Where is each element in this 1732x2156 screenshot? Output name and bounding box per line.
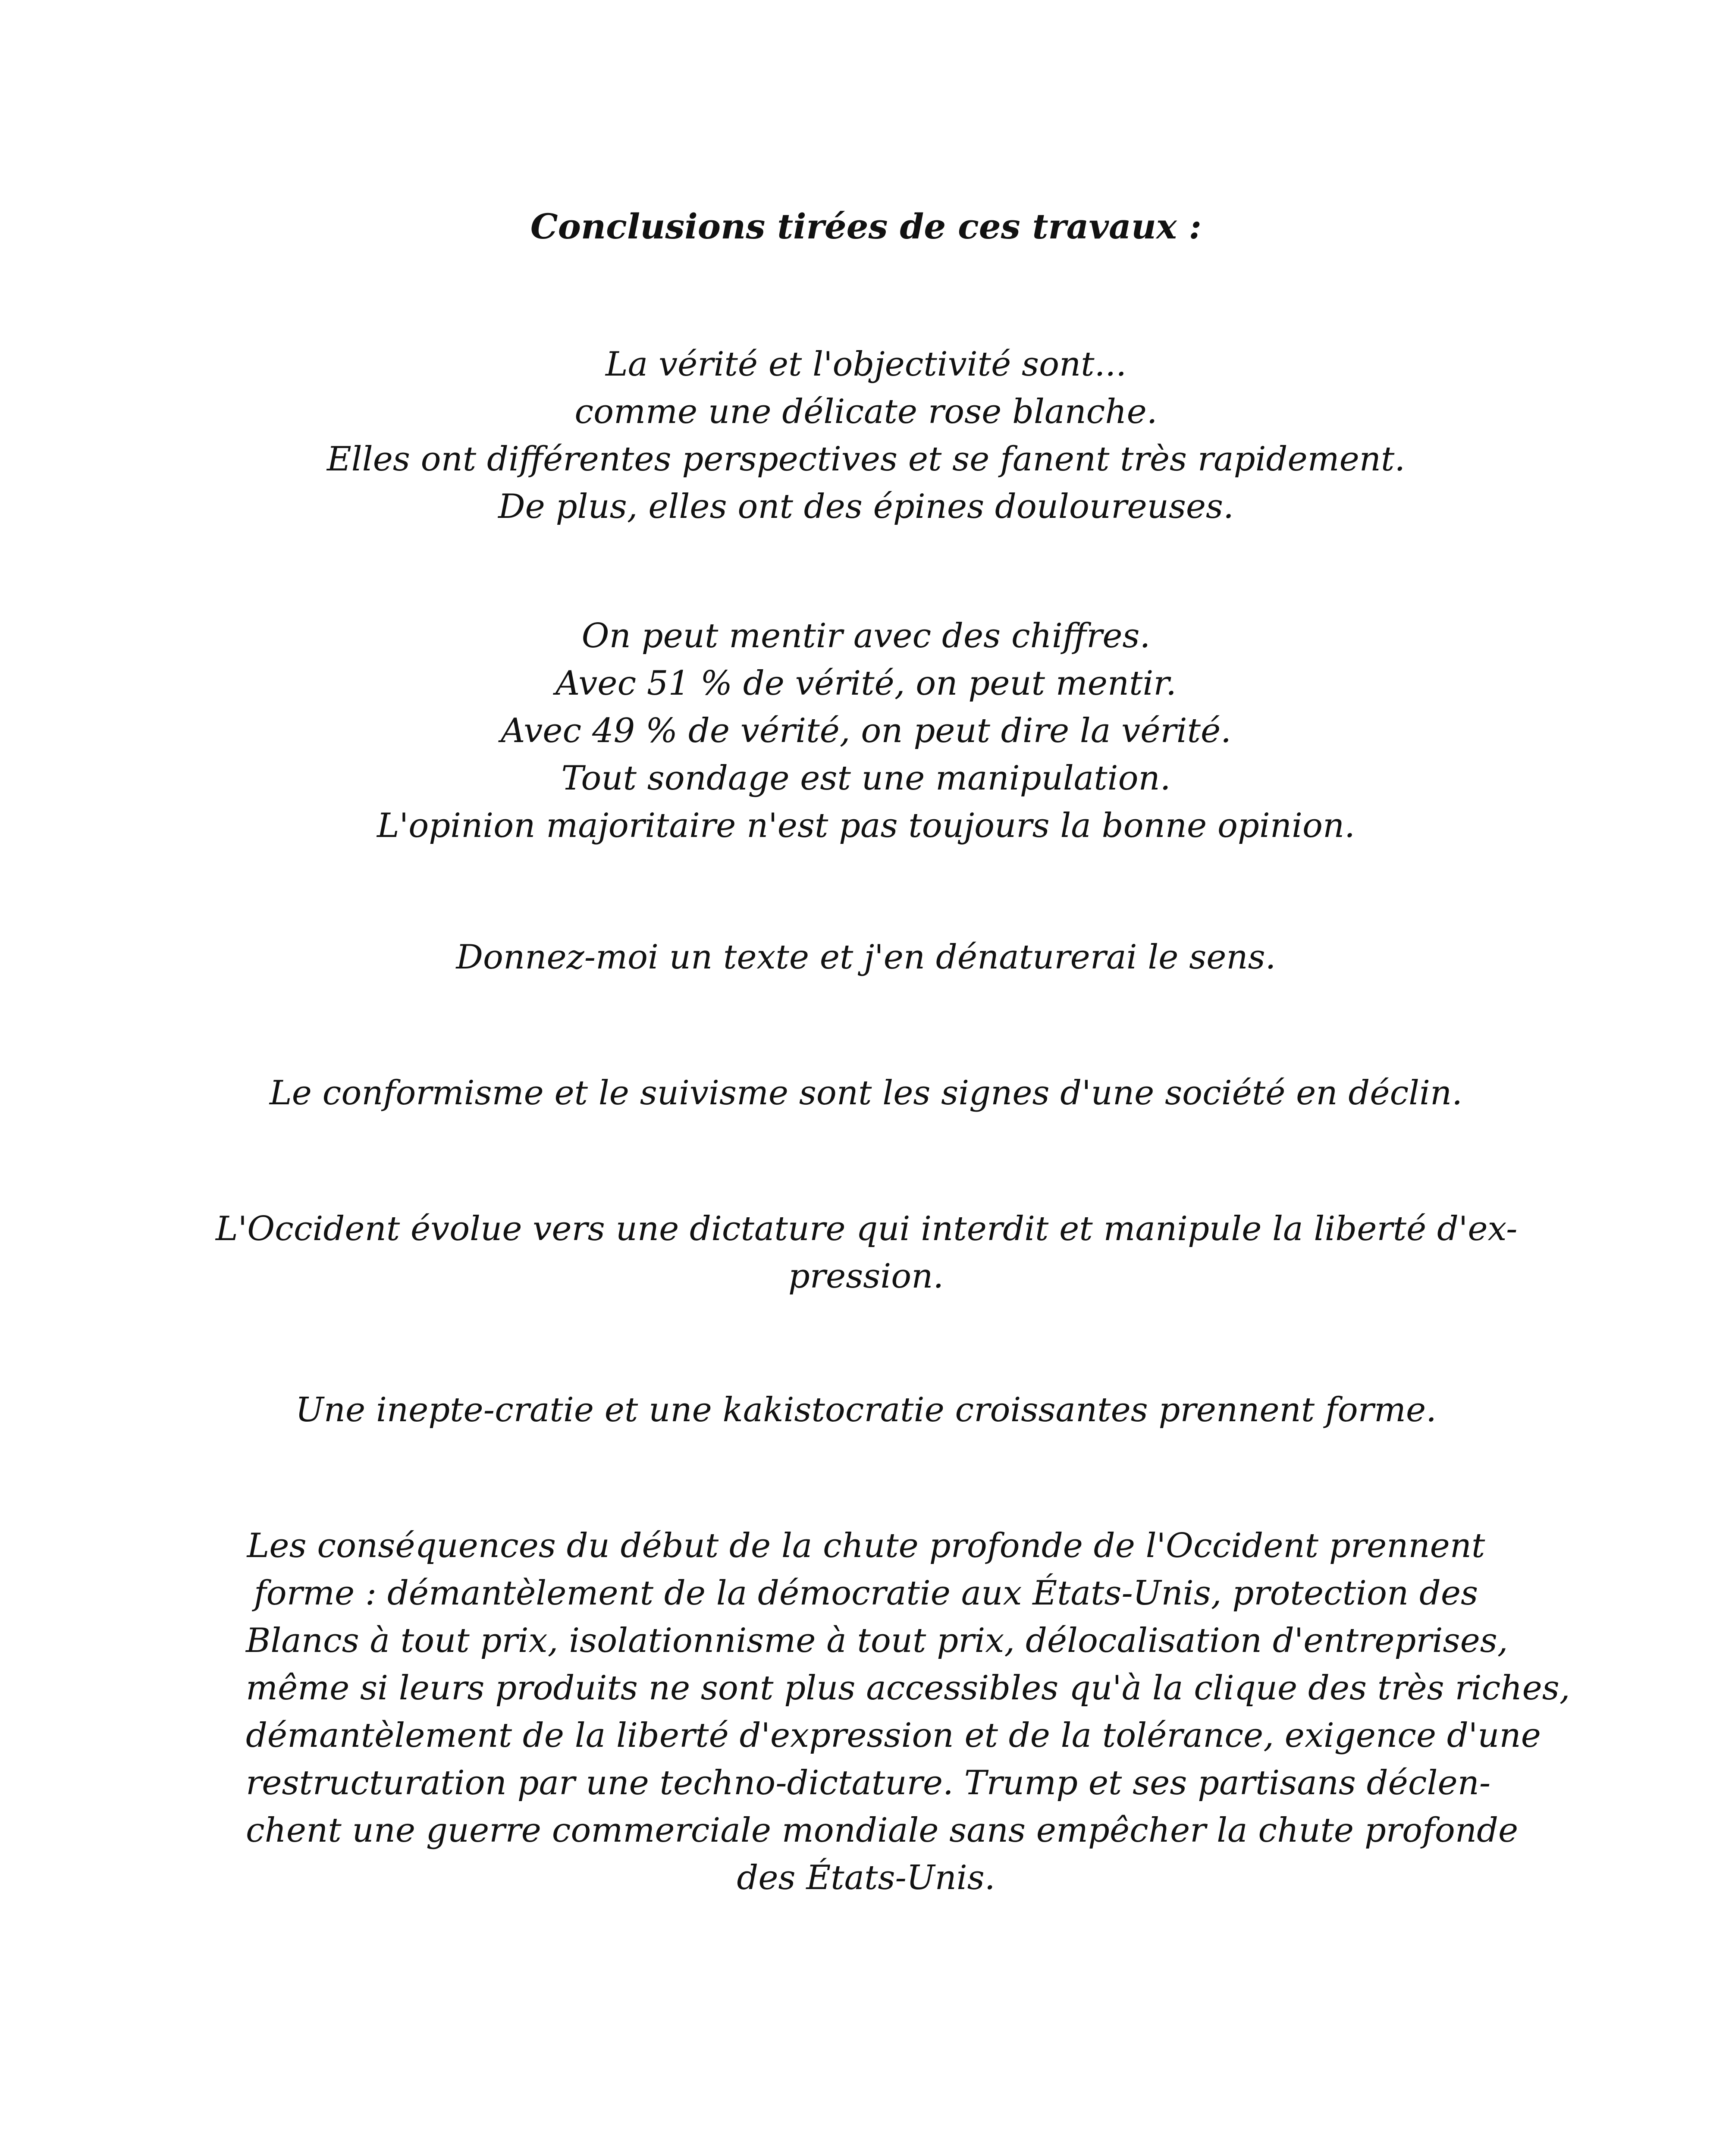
stanza-rose [216,341,1516,530]
sentence-kakistocratie [216,1386,1516,1434]
sentence-line: L'Occident évolue vers une dictature qui interdit et manipule la liberté d'ex- [216,1210,1518,1248]
stanza-line: comme une délicate rose blanche. [574,392,1158,431]
paragraph-line: forme : démantèlement de la démocratie aux États-Unis, protection des [254,1574,1478,1613]
paragraph-line: des États-Unis. [737,1858,995,1897]
stanza-line: L'opinion majoritaire n'est pas toujours la bonne opinion. [377,806,1355,845]
stanza-line: On peut mentir avec des chiffres. [581,617,1151,655]
paragraph-consequences [246,1522,1570,1902]
sentence-conformisme [216,1069,1516,1117]
stanza-line: Elles ont différentes perspectives et se fanent très rapidement. [326,440,1406,479]
stanza-line: Tout sondage est une manipulation. [561,759,1171,798]
sentence-line: Donnez-moi un texte et j'en dénaturerai le sens. [456,938,1276,977]
sentence-texte [216,934,1516,981]
sentence-line: Une inepte-cratie et une kakistocratie croissantes prennent forme. [295,1391,1437,1429]
stanza-chiffres [216,612,1516,849]
stanza-line: De plus, elles ont des épines douloureuses. [498,487,1234,526]
paragraph-line: Les conséquences du début de la chute profonde de l'Occident prennent [247,1526,1485,1565]
paragraph-line: chent une guerre commerciale mondiale sans empêcher la chute profonde [246,1811,1519,1850]
paragraph-line: Blancs à tout prix, isolationnisme à tout prix, délocalisation d'entreprises, [246,1621,1508,1660]
stanza-line: La vérité et l'objectivité sont... [605,345,1126,384]
page-title [216,203,1516,250]
stanza-line: Avec 51 % de vérité, on peut mentir. [555,664,1177,703]
paragraph-line: démantèlement de la liberté d'expression et de la tolérance, exigence d'une [246,1716,1541,1755]
title-text: Conclusions tirées de ces travaux : [530,206,1202,247]
sentence-line: Le conformisme et le suivisme sont les signes d'une société en déclin. [269,1074,1463,1112]
paragraph-line: restructuration par une techno-dictature. Trump et ses partisans déclen- [246,1764,1491,1802]
sentence-line: pression. [788,1257,944,1296]
paragraph-line: même si leurs produits ne sont plus accessibles qu'à la clique des très riches, [246,1669,1570,1708]
stanza-line: Avec 49 % de vérité, on peut dire la vérité. [501,711,1231,750]
sentence-occident [216,1205,1516,1300]
